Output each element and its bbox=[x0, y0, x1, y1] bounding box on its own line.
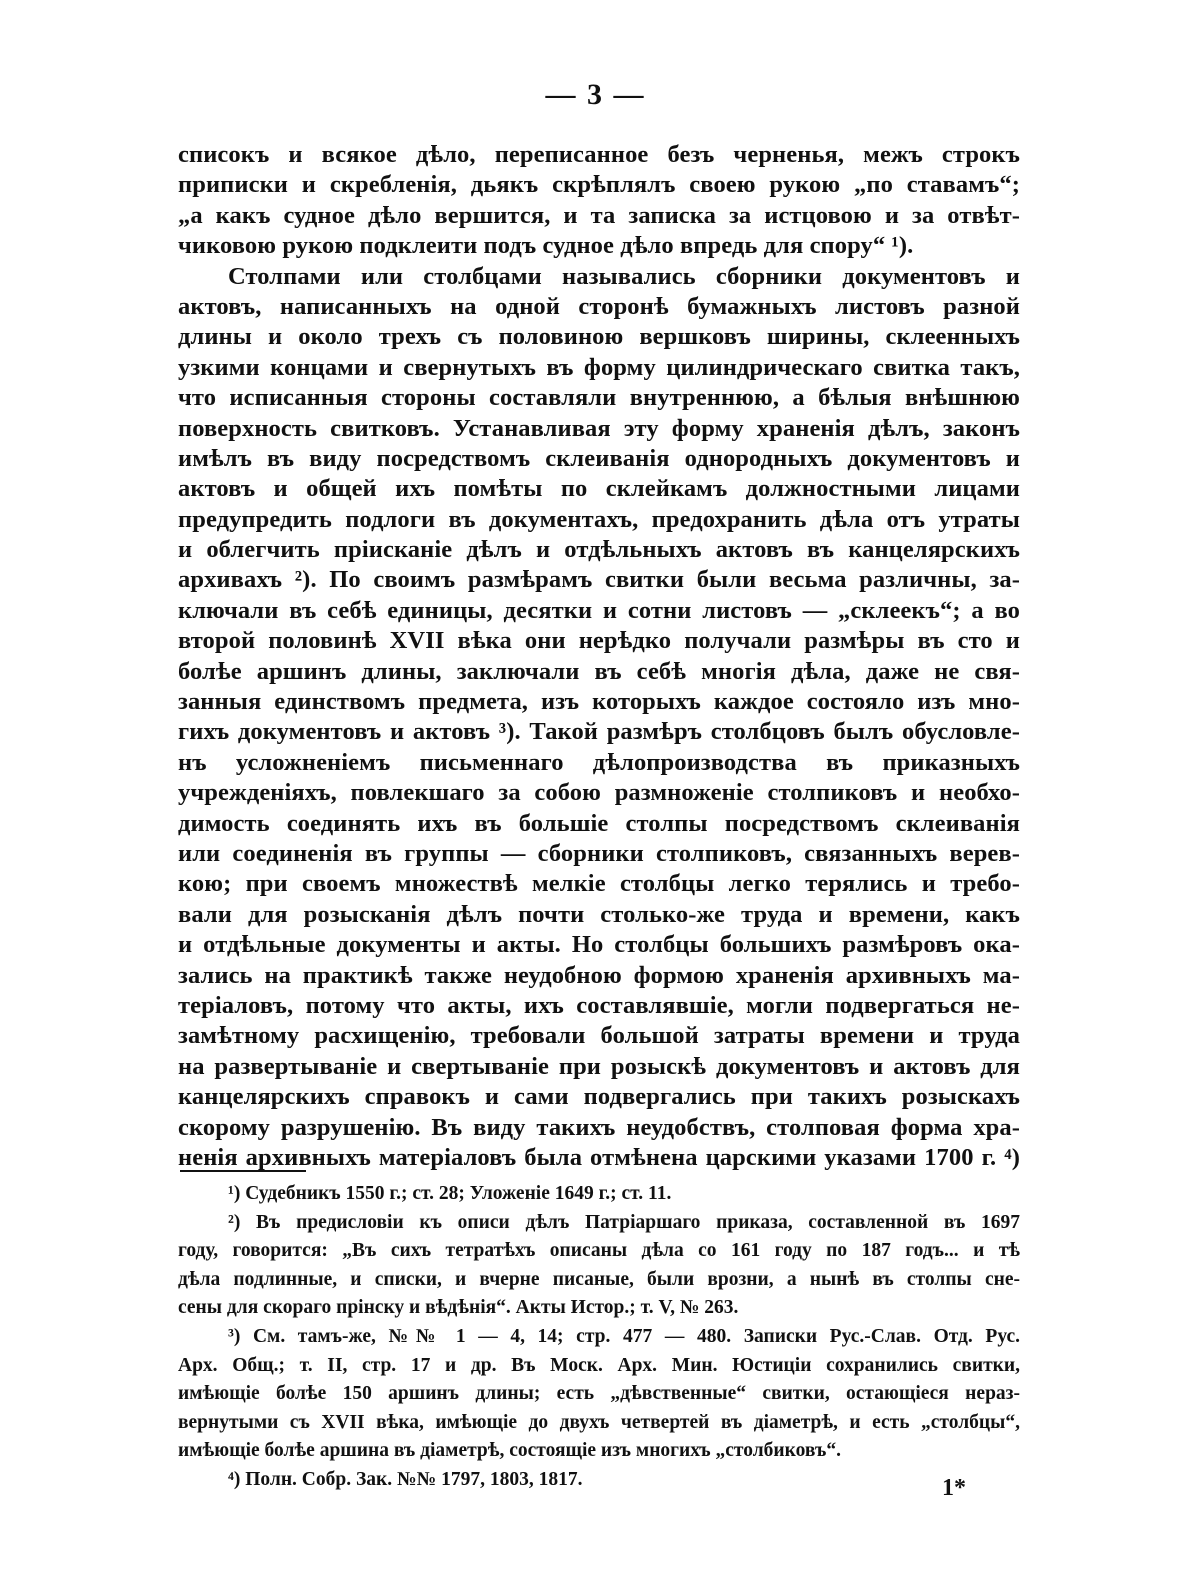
body-text-line: длины и около трехъ съ половиною вершковъ ширины, склеенныхъ bbox=[178, 323, 1020, 351]
body-text-line: учрежденіяхъ, повлекшаго за собою размноженіе столпиковъ и необхо- bbox=[178, 779, 1020, 807]
body-text-line: поверхность свитковъ. Устанавливая эту форму храненія дѣлъ, законъ bbox=[178, 414, 1020, 442]
body-text-line: зались на практикѣ также неудобною формою храненія архивныхъ ма- bbox=[178, 961, 1020, 989]
body-text-line: и отдѣльные документы и акты. Но столбцы большихъ размѣровъ ока- bbox=[178, 931, 1020, 959]
body-text-line: вали для розысканія дѣлъ почти столько-же труда и времени, какъ bbox=[178, 900, 1020, 928]
body-text-line: или соединенія въ группы — сборники столпиковъ, связанныхъ верев- bbox=[178, 839, 1020, 867]
signature-mark: 1* bbox=[942, 1475, 966, 1501]
page-number: — 3 — bbox=[545, 78, 646, 111]
footnote-line: ³) См. тамъ-же, №№ 1 — 4, 14; стр. 477 — 480. Записки Рус.-Слав. Отд. Рус. bbox=[228, 1325, 1020, 1347]
body-text-line: скорому разрушенію. Въ виду такихъ неудобствъ, столповая форма хра- bbox=[178, 1113, 1020, 1141]
footnote-line: ¹) Судебникъ 1550 г.; ст. 28; Уложеніе 1649 г.; ст. 11. bbox=[228, 1183, 672, 1204]
body-text-line: приписки и скребленія, дьякъ скрѣплялъ своею рукою „по ставамъ“; bbox=[178, 171, 1020, 199]
body-text-line: „а какъ судное дѣло вершится, и та записка за истцовою и за отвѣт- bbox=[178, 201, 1020, 229]
body-text-line: нъ усложненіемъ письменнаго дѣлопроизводства въ приказныхъ bbox=[178, 748, 1020, 776]
body-text-line: гихъ документовъ и актовъ ³). Такой размѣръ столбцовъ былъ обусловле- bbox=[178, 718, 1020, 746]
body-text-line: димость соединять ихъ въ большіе столпы посредствомъ склеиванія bbox=[178, 809, 1020, 837]
body-text-line: второй половинѣ XVII вѣка они нерѣдко получали размѣры въ сто и bbox=[178, 627, 1020, 655]
footnote-separator bbox=[180, 1170, 306, 1172]
footnote-line: сены для скораго прінску и вѣдѣнія“. Акты Истор.; т. V, № 263. bbox=[178, 1297, 739, 1319]
footnote-line: дѣла подлинные, и списки, и вчерне писаные, были врозни, а нынѣ въ столпы сне- bbox=[178, 1268, 1020, 1290]
body-text-line: Столпами или столбцами назывались сборники документовъ и bbox=[228, 262, 1020, 290]
body-text-line: замѣтному расхищенію, требовали большой затраты времени и труда bbox=[178, 1022, 1020, 1050]
footnote-line: вернутыми съ XVII вѣка, имѣющіе до двухъ четвертей въ діаметрѣ, и есть „столбцы“, bbox=[178, 1411, 1020, 1433]
body-text-line: канцелярскихъ справокъ и сами подвергались при такихъ розыскахъ bbox=[178, 1083, 1020, 1111]
body-text-line: предупредить подлоги въ документахъ, предохранить дѣла отъ утраты bbox=[178, 505, 1020, 533]
body-text-line: на развертываніе и свертываніе при розыскѣ документовъ и актовъ для bbox=[178, 1052, 1020, 1080]
footnote-line: имѣющіе болѣе аршина въ діаметрѣ, состоящіе изъ многихъ „столбиковъ“. bbox=[178, 1440, 841, 1462]
body-text-line: списокъ и всякое дѣло, переписанное безъ черненья, межъ строкъ bbox=[178, 141, 1020, 168]
body-text bbox=[178, 140, 1020, 1173]
footnote-line: Арх. Общ.; т. II, стр. 17 и др. Въ Моск. Арх. Мин. Юстиціи сохранились свитки, bbox=[178, 1354, 1020, 1376]
body-text-line: и облегчить пріисканіе дѣлъ и отдѣльныхъ актовъ въ канцелярскихъ bbox=[178, 536, 1020, 564]
body-text-line: что исписанныя стороны составляли внутреннюю, а бѣлыя внѣшнюю bbox=[178, 384, 1020, 412]
footnote-line: ²) Въ предисловіи къ описи дѣлъ Патріаршаго приказа, составленной въ 1697 bbox=[228, 1211, 1020, 1233]
body-text-line: имѣлъ въ виду посредствомъ склеиванія однородныхъ документовъ и bbox=[178, 444, 1020, 472]
footnote-line: имѣющіе болѣе 150 аршинъ длины; есть „дѣвственные“ свитки, остающіеся нераз- bbox=[178, 1383, 1020, 1405]
footnote-line: ⁴) Полн. Собр. Зак. №№ 1797, 1803, 1817. bbox=[228, 1468, 583, 1490]
body-text-line: архивахъ ²). По своимъ размѣрамъ свитки были весьма различны, за- bbox=[178, 566, 1020, 594]
body-text-line: актовъ, написанныхъ на одной сторонѣ бумажныхъ листовъ разной bbox=[178, 292, 1020, 320]
body-text-line: ненія архивныхъ матеріаловъ была отмѣнена царскими указами 1700 г. ⁴) bbox=[178, 1143, 1020, 1171]
body-text-line: чиковою рукою подклеити подъ судное дѣло впредь для спору“ ¹). bbox=[178, 232, 914, 260]
body-text-line: узкими концами и свернутыхъ въ форму цилиндрическаго свитка такъ, bbox=[178, 353, 1020, 381]
body-text-line: занныя единствомъ предмета, изъ которыхъ каждое состояло изъ мно- bbox=[178, 688, 1020, 716]
body-text-line: болѣе аршинъ длины, заключали въ себѣ многія дѣла, даже не свя- bbox=[178, 657, 1020, 685]
body-text-line: ключали въ себѣ единицы, десятки и сотни листовъ — „склеекъ“; а во bbox=[178, 596, 1020, 624]
body-text-line: актовъ и общей ихъ помѣты по склейкамъ должностными лицами bbox=[178, 475, 1020, 503]
footnote-line: году, говорится: „Въ сихъ тетратѣхъ описаны дѣла со 161 году по 187 годъ... и тѣ bbox=[178, 1240, 1020, 1262]
body-text-line: теріаловъ, потому что акты, ихъ составлявшіе, могли подвергаться не- bbox=[178, 991, 1020, 1019]
footnotes bbox=[178, 1180, 1020, 1495]
body-text-line: кою; при своемъ множествѣ мелкіе столбцы легко терялись и требо- bbox=[178, 870, 1020, 898]
